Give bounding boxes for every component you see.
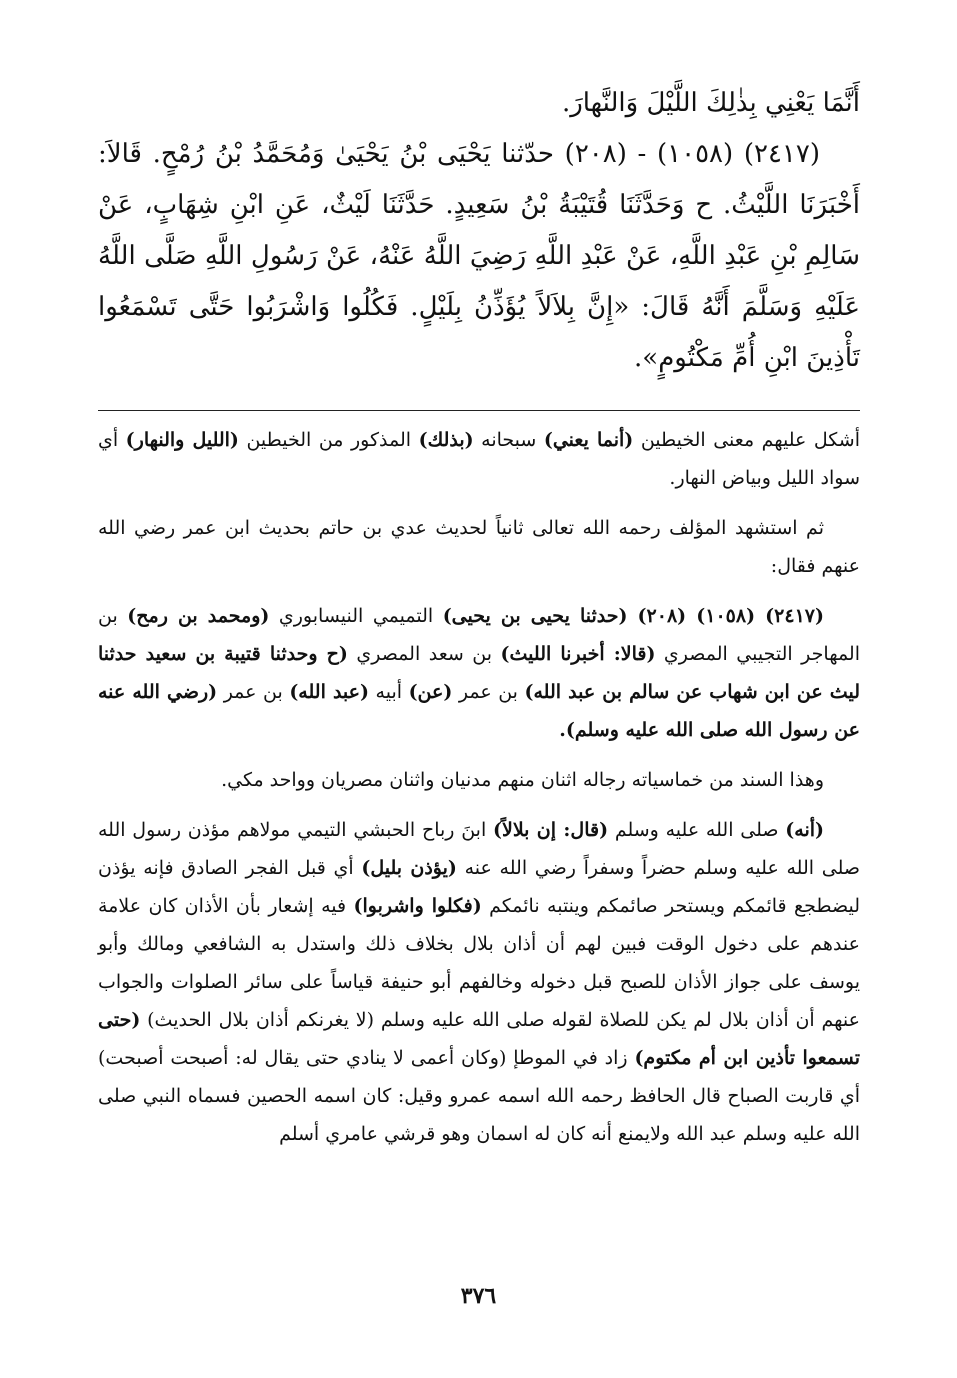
commentary-bold: (حتى تسمعوا تأذين ابن أم مكتوم): [98, 1009, 860, 1069]
commentary-text: المذكور من الخيطين: [238, 429, 419, 451]
commentary-text: أي قبل الفجر الصادق فإنه يؤذن ليضطجع قائمكم ويستحر صائمكم وينتبه نائمكم: [98, 857, 861, 917]
commentary-text: زاد في الموطإ (وكان أعمى لا ينادي حتى يقال له: أصبحت أصبحت) أي قاربت الصباح قال الحافظ رحمه الله اسمه عمرو وقيل: كان اسمه الحصين فسماه النبي صلى الله عليه وسلم عبد الله ولايمنع أنه كان له اسمان وهو قرشي عامري أسلم: [98, 1047, 860, 1145]
commentary-bold: (أنما يعني): [543, 429, 634, 451]
commentary-block: [98, 421, 860, 1153]
commentary-text: بن المهاجر التجيبي المصري: [98, 605, 860, 665]
commentary-bold: (بذلك): [418, 429, 474, 451]
commentary-text: بن سعد المصري: [347, 643, 501, 665]
page-number: ٣٧٦: [460, 1283, 497, 1309]
commentary-bold: (قالا: أخبرنا الليث): [500, 643, 656, 665]
commentary-paragraph-5: [98, 811, 860, 1153]
commentary-text: صلى الله عليه وسلم: [608, 819, 786, 841]
commentary-paragraph-4: وهذا السند من خماسياته رجاله اثنان منهم مدنيان واثنان مصريان وواحد مكي.: [221, 769, 824, 791]
commentary-paragraph-1: [98, 421, 860, 497]
commentary-text: أي سواد الليل وبياض النهار.: [98, 429, 860, 489]
commentary-text: بن عمر: [452, 681, 525, 703]
hadith-body: حدّثنا يَحْيَى بْنُ يَحْيَىٰ وَمُحَمَّدُ بْنُ رُمْحٍ. قَالاَ: أَخْبَرَنَا اللَّيْثُ. ح وَحَدَّثَنَا قُتَيْبَةُ بْنُ سَعِيدٍ. حَدَّثَنَا لَيْثٌ، عَنِ ابْنِ شِهَابٍ، عَنْ سَالِمِ بْنِ عَبْدِ اللَّهِ، عَنْ عَبْدِ اللَّهِ رَضِيَ اللَّهُ عَنْهُ، عَنْ رَسُولِ اللَّهِ صَلَّى اللَّهُ عَلَيْهِ وَسَلَّمَ أَنَّهُ قَالَ: «إِنَّ بِلاَلاً يُؤَذِّنُ بِلَيْلٍ. فَكُلُوا وَاشْرَبُوا حَتَّى تَسْمَعُوا تَأْذِينَ ابْنِ أُمِّ مَكْتُومٍ».: [98, 139, 860, 373]
commentary-bold: (عن): [408, 681, 453, 703]
commentary-bold: (يؤذن بليل): [361, 857, 457, 879]
footnote-divider: [98, 410, 860, 411]
hadith-paragraph: [98, 129, 860, 384]
commentary-text: بن عمر: [217, 681, 290, 703]
commentary-bold: (الليل والنهار): [125, 429, 239, 451]
commentary-bold: (ح وحدثنا قتيبة بن سعيد حدثنا ليث عن ابن شهاب عن سالم بن عبد الله): [98, 643, 860, 703]
commentary-bold: (قال: إن بلالاً): [493, 819, 609, 841]
commentary-text: سبحانه: [473, 429, 544, 451]
commentary-paragraph-3: [98, 597, 860, 749]
commentary-text: التميمي النيسابوري: [269, 605, 443, 627]
commentary-text: أشكل عليهم معنى الخيطين: [633, 429, 860, 451]
hadith-text-block: [98, 78, 860, 384]
page-content: [98, 78, 860, 1165]
commentary-bold: (عبد الله): [289, 681, 369, 703]
commentary-paragraph-2: ثم استشهد المؤلف رحمه الله تعالى ثانياً لحديث عدي بن حاتم بحديث ابن عمر رضي الله عنهم فقال:: [98, 517, 860, 577]
hadith-continuation: أَنَّمَا يَعْنِي بِذٰلِكَ اللَّيْلَ وَالنَّهارَ.: [561, 88, 860, 118]
hadith-number: (٢٤١٧) (١٠٥٨) - (٢٠٨): [564, 139, 820, 169]
commentary-bold: (فكلوا واشربوا): [353, 895, 482, 917]
commentary-text: ابنَ رباح الحبشي التيمي مولاهم مؤذن رسول الله صلى الله عليه وسلم حضراً وسفراً رضي الله عنه: [98, 819, 861, 879]
commentary-text: أبيه: [369, 681, 409, 703]
commentary-bold: (ومحمد بن رمح): [127, 605, 270, 627]
commentary-bold: (رضي الله عنه عن رسول الله صلى الله عليه وسلم).: [98, 681, 860, 741]
commentary-text: فيه إشعار بأن الأذان كان علامة عندهم على دخول الوقت فبين لهم أن أذان بلال بخلاف ذلك واستدل به الشافعي ومالك وأبو يوسف على جواز الأذان للصبح قبل دخوله وخالفهم أبو حنيفة قياساً على سائر الصلوات والجواب عنهم أن أذان بلال لم يكن للصلاة لقوله صلى الله عليه وسلم (لا يغرنكم أذان بلال الحديث): [98, 895, 860, 1031]
commentary-bold: (٢٤١٧) (١٠٥٨) (٢٠٨) (حدثنا يحيى بن يحيى): [442, 605, 824, 627]
commentary-bold: (أنه): [785, 819, 824, 841]
